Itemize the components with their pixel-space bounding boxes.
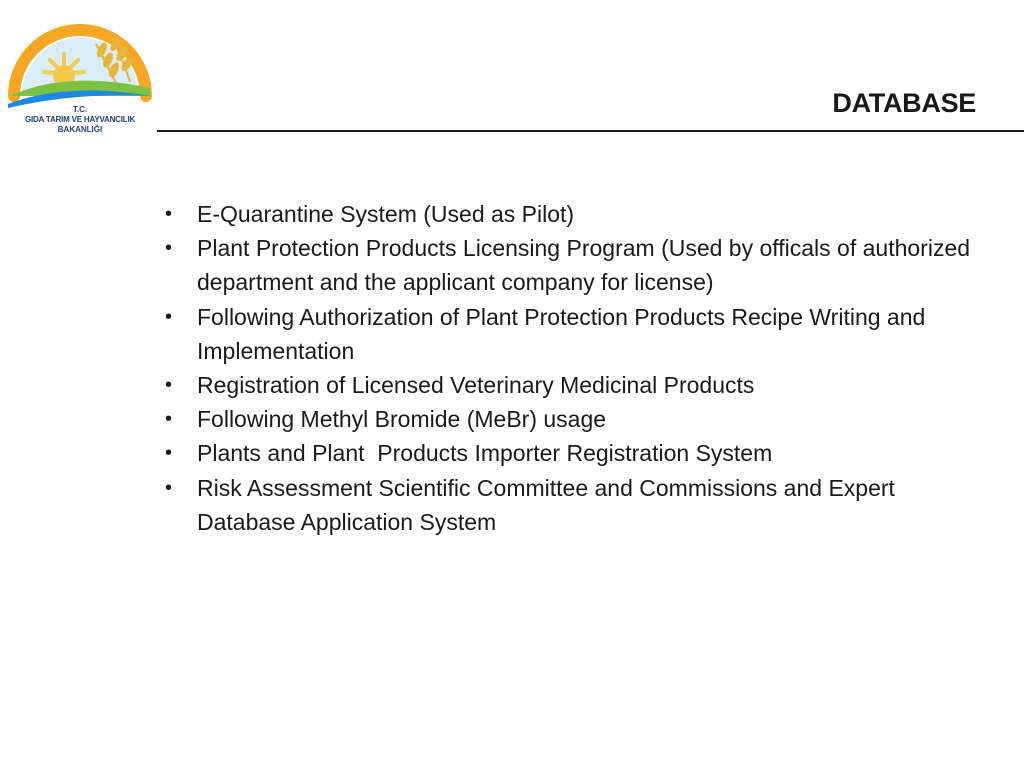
ministry-logo (6, 4, 154, 144)
slide-title: DATABASE (832, 88, 976, 118)
list-item-text: Registration of Licensed Veterinary Medicinal Products (197, 372, 755, 399)
logo-ministry-name-line1: GIDA TARIM VE HAYVANCILIK (24, 115, 136, 124)
list-item-text: Plant Protection Products Licensing Program (Used by officals of authorized department and the applicant company for license) (197, 235, 971, 296)
list-item-text: Following Methyl Bromide (MeBr) usage (197, 406, 607, 433)
list-item (165, 471, 995, 539)
list-item (165, 402, 995, 436)
list-item-text: E-Quarantine System (Used as Pilot) (197, 201, 575, 227)
list-item (165, 231, 995, 299)
bullet-icon: • (165, 476, 173, 499)
title-divider (157, 130, 1024, 132)
bullet-icon: • (165, 408, 173, 431)
list-item (165, 436, 995, 470)
bullet-icon: • (165, 203, 173, 225)
list-item-text: Following Authorization of Plant Protection Products Recipe Writing and Implementation (197, 303, 926, 364)
bullet-icon: • (165, 237, 173, 260)
list-item-text: Risk Assessment Scientific Committee and Commissions and Expert Database Application System (197, 474, 895, 535)
list-item (165, 300, 995, 368)
logo-ministry-name-line2: BAKANLIĞI (57, 125, 103, 134)
ministry-emblem-icon (6, 4, 154, 108)
bullet-icon: • (165, 305, 173, 328)
bullet-icon: • (165, 442, 173, 465)
list-item-text: Plants and Plant Products Importer Registration System (197, 440, 773, 467)
list-item (165, 368, 995, 402)
bullet-list (165, 197, 995, 539)
bullet-icon: • (165, 374, 173, 397)
list-item (165, 197, 995, 231)
logo-tc: T.C. (72, 105, 88, 114)
